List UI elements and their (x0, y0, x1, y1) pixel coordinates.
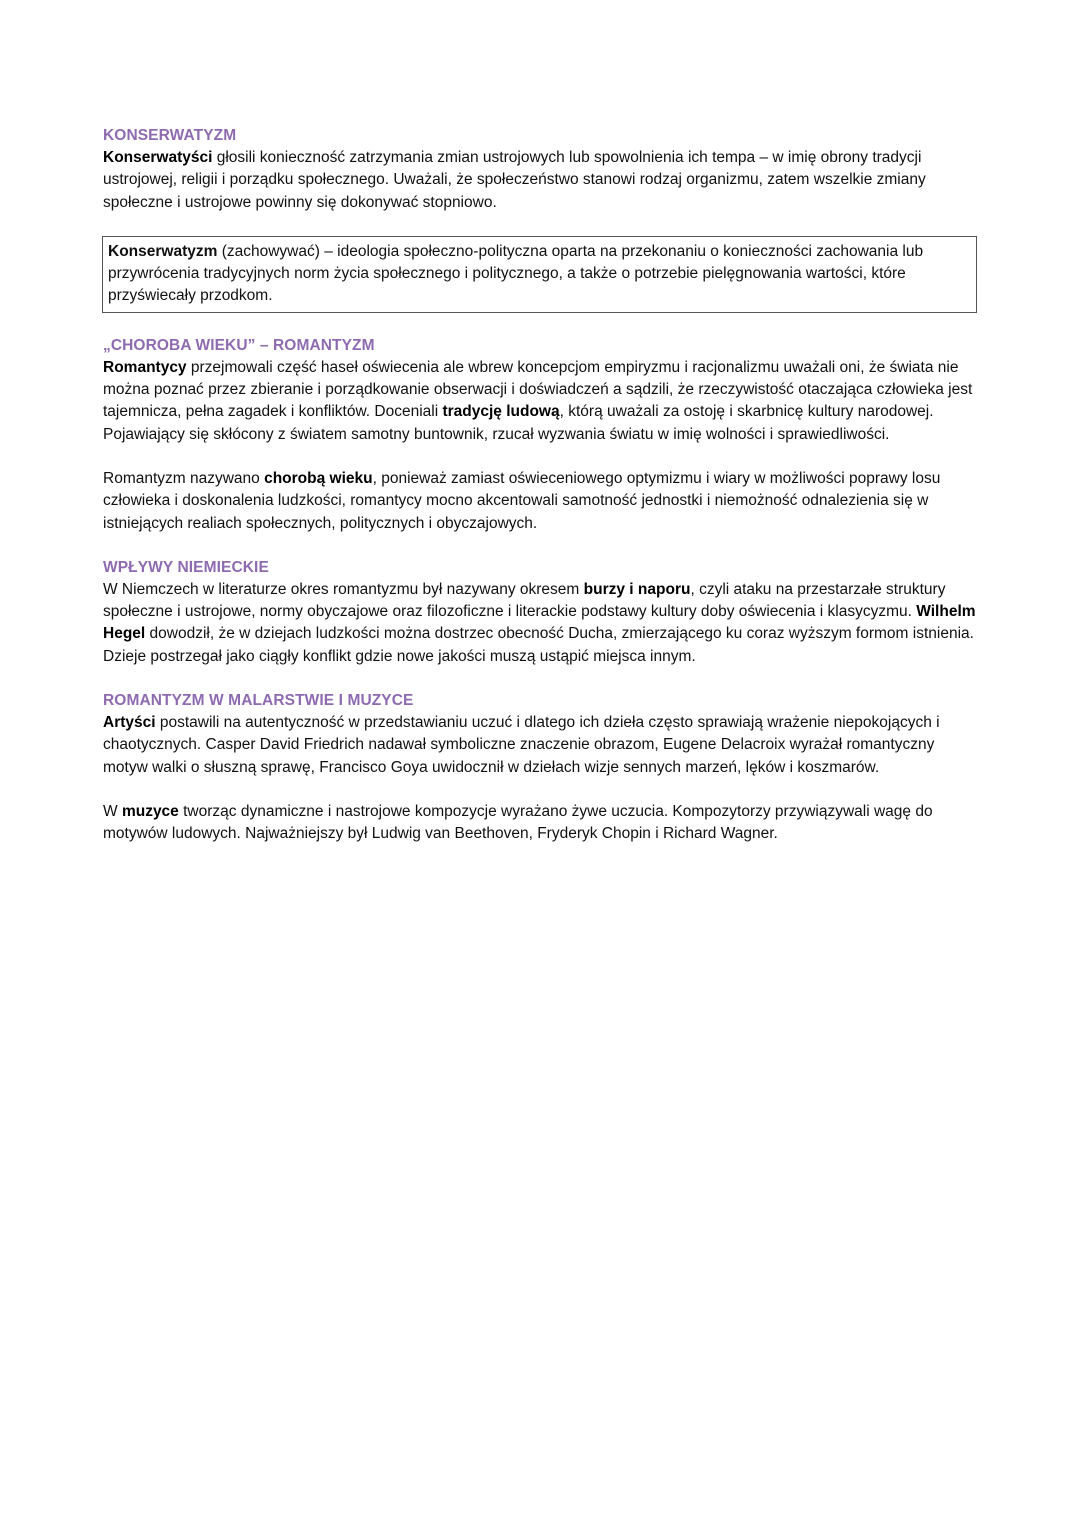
heading-choroba-wieku: „CHOROBA WIEKU” – ROMANTYZM (103, 336, 375, 354)
definition-term: Konserwatyzm (108, 242, 218, 260)
bold-term: muzyce (121, 802, 179, 820)
paragraph-niemcy (103, 579, 983, 668)
heading-malarstwo-muzyka: ROMANTYZM W MALARSTWIE I MUZYCE (103, 692, 414, 710)
section-choroba-wieku (103, 335, 983, 535)
paragraph-text: W Niemczech w literaturze okres romantyzmu był nazywany okresem (103, 580, 584, 598)
definition-box (102, 236, 977, 313)
section-konserwatyzm (103, 125, 983, 214)
paragraph-romantycy (103, 357, 983, 446)
heading-wplywy-niemieckie: WPŁYWY NIEMIECKIE (103, 558, 269, 576)
paragraph-choroba-wieku (103, 468, 983, 535)
bold-term: Konserwatyści (103, 149, 213, 166)
section-wplywy-niemieckie (103, 557, 983, 668)
paragraph-text: , ponieważ zamiast oświeceniowego optymizmu i wiary w możliwości poprawy losu człowieka i doskonalenia ludzkości, romantycy mocno akcentowali samotność jednostki i niemożność odnalezienia się w istniejących realiach społecznych, politycznych i obyczajowych. (103, 469, 941, 532)
paragraph-text: , którą uważali za ostoję i skarbnicę kultury narodowej. Pojawiający się skłócony z światem samotny buntownik, rzucał wyzwania światu w imię wolności i sprawiedliwości. (103, 403, 934, 443)
paragraph-text: postawili na autentyczność w przedstawianiu uczuć i dlatego ich dzieła często sprawiają wrażenie niepokojących i chaotycznych. Casper David Friedrich nadawał symboliczne znaczenie obrazom, Eugene Delacroix wyrażał romantyczny motyw walki o słuszną sprawę, Francisco Goya uwidocznił w dziełach wizje sennych marzeń, lęków i koszmarów. (103, 714, 940, 776)
bold-term: burzy i naporu (583, 580, 691, 598)
paragraph-text: głosili konieczność zatrzymania zmian ustrojowych lub spowolnienia ich tempa – w imię obrony tradycji ustrojowej, religii i porządku społecznego. Uważali, że społeczeństwo stanowi rodzaj organizmu, zatem wszelkie zmiany społeczne i ustrojowe powinny się dokonywać stopniowo. (103, 149, 926, 211)
paragraph-text: tworząc dynamiczne i nastrojowe kompozycje wyrażano żywe uczucia. Kompozytorzy przywiązywali wagę do motywów ludowych. Najważniejszy był Ludwig van Beethoven, Fryderyk Chopin i Richard Wagner. (103, 802, 933, 843)
bold-term: Artyści (103, 714, 156, 732)
section-malarstwo-muzyka (103, 690, 983, 845)
paragraph-text: W (103, 802, 122, 820)
paragraph-text: Romantyzm nazywano (103, 469, 265, 487)
document-page (103, 125, 983, 846)
heading-konserwatyzm: KONSERWATYZM (103, 127, 237, 144)
paragraph-text: , czyli ataku na przestarzałe struktury społeczne i ustrojowe, normy obyczajowe oraz filozoficzne i literackie podstawy kultury doby oświecenia i klasycyzmu. (103, 580, 946, 621)
paragraph-konserwatysci (103, 147, 983, 214)
bold-term: Wilhelm Hegel (103, 603, 976, 643)
bold-term: Romantycy (103, 358, 187, 376)
paragraph-muzyka (103, 801, 983, 846)
definition-text: (zachowywać) – ideologia społeczno-polityczna oparta na przekonaniu o konieczności zachowania lub przywrócenia tradycyjnych norm życia społecznego i politycznego, a także o potrzebie pielęgnowania wartości, które przyświecały przodkom. (108, 242, 924, 305)
bold-term: chorobą wieku (264, 469, 373, 487)
bold-term: tradycję ludową (442, 403, 560, 421)
paragraph-text: dowodził, że w dziejach ludzkości można dostrzec obecność Ducha, zmierzającego ku coraz wyższym formom istnienia. Dzieje postrzegał jako ciągły konflikt gdzie nowe jakości muszą ustąpić miejsca innym. (103, 625, 974, 665)
paragraph-text: przejmowali część haseł oświecenia ale wbrew koncepcjom empiryzmu i racjonalizmu uważali oni, że świata nie można poznać przez zbieranie i porządkowanie obserwacji i doświadczeń a sądzili, że rzeczywistość otaczająca człowieka jest tajemnicza, pełna zagadek i konfliktów. Doceniali (103, 358, 973, 421)
paragraph-artysci (103, 712, 983, 779)
